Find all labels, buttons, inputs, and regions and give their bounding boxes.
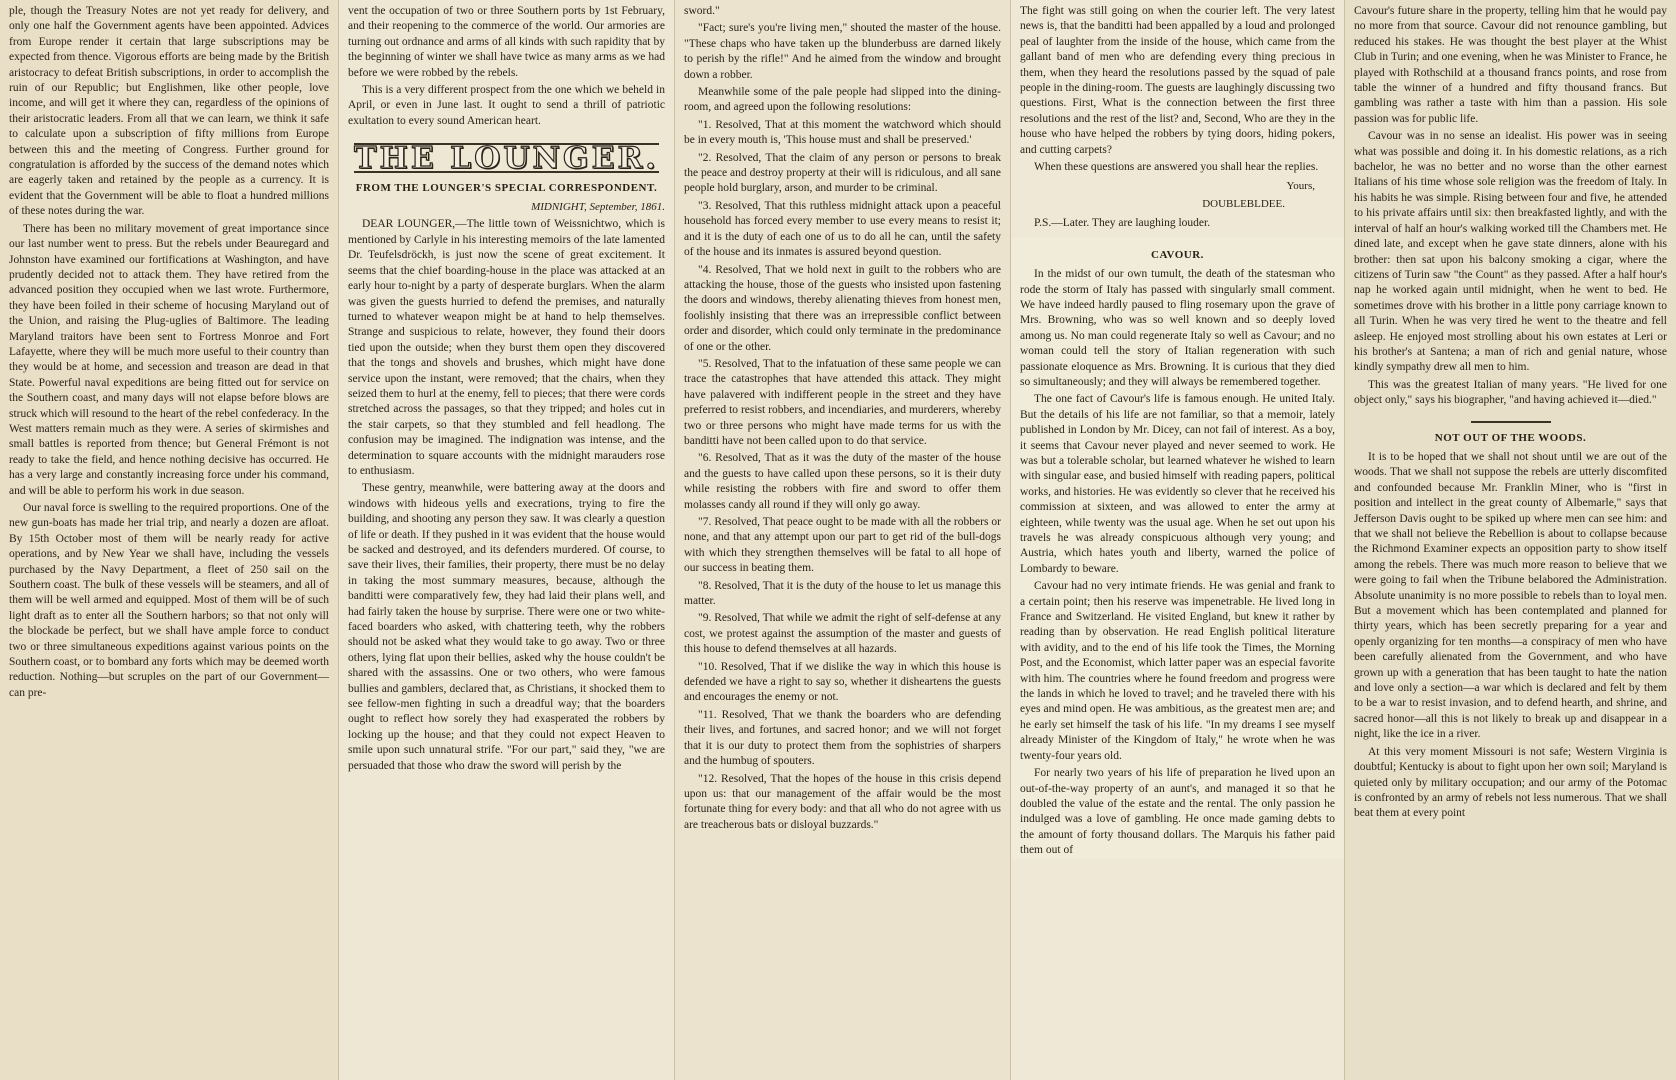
cavour-section [1011,238,1344,859]
resolution: "5. Resolved, That to the infatuation of these same people we can trace the catastrophes that have attended this attack. They might have palavered with indifferent people in the street and they have preferred to resist robbers, and incendiaries, and murderers, whereby two or three persons who might have made terms for us with the banditti have not been called upon to do that service. [684,357,1001,447]
woods-heading: NOT OUT OF THE WOODS. [1434,431,1587,444]
salutation: DEAR LOUNGER,— [362,218,467,231]
paragraph: It is to be hoped that we shall not shout until we are out of the woods. That we shall not suppose the rebels are utterly discomfited and confounded because Mr. Franklin Miner, who is "first in position and intellect in the great county of Albemarle," says that Jefferson Davis ought to be spiked up where men can see him: and that we shall not believe the Rebellion is about to collapse because the Richmond Examiner expects an opposition party to show itself among the rebels. There was much more reason to believe that we were going to fail when the Tribune belabored the Administration. Absolute unanimity is no more possible to rebels than to loyal men. But a movement which has been contemplated and planned for thirty years, which has been secretly preparing for a year and openly organizing for ten months—a conspiracy of men who have been carefully alienated from the Government, and who have grown up with a generation that has been taught to hate the nation and love only a section—a war which is declared and felt by them to be a war to resist invasion, and to defend hearth, and shrine, and sacred honor—all this is not likely to break up and disappear in a night, like the ice in a river. [1354,450,1667,741]
column-2 [338,0,674,1080]
paragraph: At this very moment Missouri is not safe; Western Virginia is doubtful; Kentucky is about to fight upon her own soil; Maryland is quieted only by military occupation; and our army of the Potomac is confronted by an army of rebels not less numerous. That we shall beat them at every point [1354,745,1667,820]
paragraph: This is a very different prospect from the one which we beheld in April, or even in June last. It ought to send a thrill of patriotic exultation to every sound American heart. [348,84,665,127]
resolution: "6. Resolved, That as it was the duty of the master of the house and the guests to have called upon these persons, so it is their duty while resisting the robbers with fire and sword to offer them molasses candy all round if they will only go away. [684,452,1001,511]
lounger-masthead [354,141,659,177]
masthead-title: THE LOUNGER. [354,141,659,177]
paragraph: The one fact of Cavour's life is famous enough. He united Italy. But the details of his life are not familiar, so that a memoir, lately published in London by Mr. Dicey, can not fail of interest. As a boy, it seems that Cavour never played and never seemed to work. He was but a tolerable scholar, but learned whatever he wished to learn with singular ease, and busied himself with reading papers, political works, and histories. He was evidently so clever that he received his commission at sixteen, and was allowed to enter the army at eighteen, while twenty was the usual age. When he set out upon his travels he was already conspicuous although very young; and Austria, which hates youth and liberty, warned the police of Lombardy to beware. [1020,393,1335,575]
paragraph: This was the greatest Italian of many years. "He lived for one object only," says his biographer, "and having achieved it—died." [1354,378,1667,407]
signature: DOUBLEBLDEE. [1202,197,1285,210]
column-5 [1344,0,1676,1080]
dateline: MIDNIGHT, September, 1861. [531,201,665,214]
paragraph: sword." [684,5,720,17]
resolution: "7. Resolved, That peace ought to be made with all the robbers or none, and that any attempt upon our part to get rid of the bull-dogs with which they strengthen themselves will be fatal to all hope of our success in beating them. [684,516,1001,575]
sign-off: Yours, [1286,180,1315,193]
paragraph: vent the occupation of two or three Southern ports by 1st February, and their reopening to the commerce of the world. Our armories are turning out ordnance and arms of all kinds with such rapidity that by the beginning of winter we shall have twice as many arms as we had before we were robbed by the rebels. [348,5,665,79]
paragraph: There has been no military movement of great importance since our last number went to press. But the rebels under Beauregard and Johnston have examined our fortifications at Washington, and have prudently decided not to attack them. They have retired from the advanced position they occupied when we last wrote. Furthermore, they have been foiled in their scheme of hocusing Maryland out of the Union, and raising the Plug-uglies of Baltimore. The leading Maryland traitors have been sent to Fortress Monroe and Fort Lafayette, where they will be much more useful to their country than they would be at home, and secession and treason are dead in that State. Powerful naval expeditions are being fitted out for service on the Southern coast, and many days will not elapse before blows are struck which will resound to the heart of the rebel confederacy. In the West matters remain much as they were. A series of skirmishes and small battles is reported from thence; but General Frémont is not ready to take the field, and hence nothing decisive has occurred. He has a very large and constantly increasing force under his command, and will be able to perform his work in due season. [9,222,329,497]
paragraph: Cavour's future share in the property, telling him that he would pay no more from that source. Cavour did not renounce gambling, but reduced his stakes. He was thought the best player at the Whist Club in Turin; and one evening, when he was Minister to France, he played with Rothschild at a thousand francs points, and rose from table the winner of a hundred and fifty thousand francs. But gambling was rather a taste with him than a passion. His sole passion was for public life. [1354,5,1668,125]
paragraph: ple, though the Treasury Notes are not yet ready for delivery, and only one half the Government agents have been appointed. Advices from Europe render it certain that large subscriptions may be expected from thence. Vigorous efforts are being made by the British aristocracy to defeat British subscriptions, in order to accomplish the ruin of our Republic; but Englishmen, like other people, love income, and will get it where they can, regardless of the opinions of their aristocratic leaders. From all that we can learn, we think it safe to calculate upon a subscription of fifty millions from Europe between this and the meeting of Congress. Further ground for congratulation is afforded by the success of the demand notes which are eagerly taken and retained by the people as a currency. It is evident that the Government will be able to float a hundred millions of these notes during the war. [9,5,329,218]
column-3 [674,0,1010,1080]
paragraph: In the midst of our own tumult, the death of the statesman who rode the storm of Italy has passed with singularly small comment. We have indeed hardly paused to fling rosemary upon the grave of Mrs. Browning, who was so well known and so deeply loved among us. No man could regenerate Italy so well as Cavour; and no woman could tell the story of Italian regeneration with such passionate eloquence as Mrs. Browning. It is curious that they died so simultaneously; and they will always be remembered together. [1020,268,1335,388]
resolution: "8. Resolved, That it is the duty of the house to let us manage this matter. [684,579,1001,608]
resolution: "4. Resolved, That we hold next in guilt to the robbers who are attacking the house, those of the guests who insisted upon fastening the doors and windows, thereby alienating thieves from honest men, foolishly insisting that there was an irrepressible conflict between order and disorder, which could only terminate in the predominance of one or the other. [684,263,1001,353]
paragraph: "Fact; sure's you're living men," shouted the master of the house. "These chaps who have taken up the blunderbuss are darned likely to perish by the rifle!" And he aimed from the window and brought down a robber. [684,22,1001,81]
paragraph: When these questions are answered you shall hear the replies. [1034,161,1319,174]
paragraph: Meanwhile some of the pale people had slipped into the dining-room, and agreed upon the following resolutions: [684,86,1001,114]
paragraph: These gentry, meanwhile, were battering away at the doors and windows with hideous yells and execrations, trying to fire the building, and shooting any person they saw. It was clearly a question of life or death. If they pushed in it was evident that the house would be sacked and destroyed, and its defenders murdered. Of course, to save their lives, their families, their property, there must be no delay in taking the most summary measures, because, although the banditti were comparatively few, they had laid their plans well, and had fairly taken the house by surprise. There were one or two white-faced boarders who asked, with chattering teeth, why the robbers should not be asked what they would take to go away. Two or three others, lying flat upon their bellies, asked why the house couldn't be shared with the assassins. One or two others, who were famous bullies and gamblers, declared that, as Christians, it shocked them to see fellow-men fighting in such a dreadful way; that the boarders ought to reflect how sorely they had exasperated the robbers by locking up the house; and that they could not expect Heaven to smile upon such unnatural strife. "For our part," said they, "we are persuaded that those who draw the sword will perish by the [348,482,665,772]
resolution: "12. Resolved, That the hopes of the house in this crisis depend upon us: that our management of the affair would be the most fortunate thing for every body: and that all who do not agree with us are treacherous bats or disloyal buzzards." [684,772,1001,831]
resolution: "10. Resolved, That if we dislike the way in which this house is defended we have a right to say so, whether it disheartens the guests and encourages the enemy or not. [684,660,1001,704]
column-1 [0,0,338,1080]
resolution: "2. Resolved, That the claim of any person or persons to break the peace and destroy property at their will is ridiculous, and all sane people hold burglary, arson, and murder to be criminal. [684,151,1001,195]
postscript: P.S.—Later. They are laughing louder. [1034,217,1211,230]
paragraph: Our naval force is swelling to the required proportions. One of the new gun-boats has made her trial trip, and nearly a dozen are afloat. By 15th October most of them will be nearly ready for active operations, and by New Year we shall have, including the vessels purchased by the Navy Department, a fleet of 250 sail on the Southern coast. The bulk of these vessels will be steamers, and all of them will be well armed and equipped. Most of them will be of such light draft as to enter all the Southern harbors; so that not only will the blockade be perfect, but we shall have ample force to conduct two or three simultaneous expeditions against various points on the Southern coast, or to bombard any forts which may be deemed worth reduction. Nothing—but scruples on the part of our Government—can pre- [9,502,329,699]
paragraph: The fight was still going on when the courier left. The very latest news is, that the banditti had been appalled by a loud and prolonged peal of laughter from the inside of the house, which came from the gallant band of men who are defending every thing precious in them, when they heard the resolutions passed by the squad of pale people in the dining-room. The guests are laughingly discussing two questions. First, What is the connection between the first three resolutions and the rest of the list? and, Second, Who are they in the house who have helped the robbers by tying doors, hiding pokers, and cutting carpets? [1020,5,1335,156]
paragraph: The little town of Weissnichtwo, which is mentioned by Carlyle in his interesting memoirs of the late lamented Dr. Teufelsdröckh, is just now the scene of great excitement. It seems that the chief boarding-house in the place was attacked at an early hour to-night by a party of desperate burglars. When the alarm was given the guests hurried to defend the premises, and naturally turned to whatever weapon might be at hand to help themselves. Strange and suspicious to relate, however, they found their doors tied upon the outside; when they burst them open they discovered that the tongs and shovels and brushes, which might have done service upon the instant, were removed; that the chairs, when they seized them to hurl at the enemy, fell to pieces; that there were cords stretched across the passages, so that they tripped; and holes cut in the stair carpets, so that they stumbled and fell headlong. The confusion may be imagined. The indignation was intense, and the determination to square accounts with the midnight marauders rose to enthusiasm. [348,218,666,477]
paragraph: For nearly two years of his life of preparation he lived upon an out-of-the-way property of an aunt's, and managed it so that he doubled the value of the estate and the rental. The only passion he indulged was a love of gambling. He once made gaming debts to the amount of forty thousand dollars. The Marquis his father paid them out of [1020,767,1335,857]
resolution: "9. Resolved, That while we admit the right of self-defense at any cost, we protest against the assumption of the master and guests of this house to defend themselves at all hazards. [684,612,1001,656]
resolution: "11. Resolved, That we thank the boarders who are defending their lives, and fortunes, and sacred honor; and we will not forget that it is our duty to protect them from the sophistries of sharpers and the humbug of spouters. [684,708,1001,768]
resolution: "3. Resolved, That this ruthless midnight attack upon a peaceful household has forced every member to use every means to resist it; and it is the duty of each one of us to do all he can, until the safety of the house and its inmates is assured beyond question. [684,199,1001,259]
resolution: "1. Resolved, That at this moment the watchword which should be in every mouth is, 'This house must and shall be preserved.' [684,118,1001,147]
cavour-heading: CAVOUR. [1151,248,1204,261]
section-rule [1471,421,1551,423]
lounger-subhead: FROM THE LOUNGER'S SPECIAL CORRESPONDENT. [355,181,658,194]
column-4 [1010,0,1344,1080]
paragraph: Cavour had no very intimate friends. He was genial and frank to a certain point; then his reserve was impenetrable. He lived long in France and Switzerland. He visited England, but knew it rather by reading than by observation. He read English political literature with avidity, and to the end of his life took the Times, the Morning Post, and the Economist, which latter paper was an especial favorite with him. The countries where he found freedom and progress were the lands in which he loved to travel; and he traveled there with his eyes and mind open. He was ambitious, as the greatest men are; and he early set himself the task of his life. "In my dreams I see myself already Minister of the Kingdom of Italy," he wrote when he was twenty-four years old. [1020,580,1335,762]
paragraph: Cavour was in no sense an idealist. His power was in seeing what was possible and doing it. In his domestic relations, as a rich bachelor, he was no better and no worse than the other earnest Italians of his time whose sole religion was the freedom of Italy. In his habits he was simple. Rising between four and five, he attended to his private affairs until six: then breakfasted lightly, and with the interval of half an hour's walking worked till the Chambers met. He dined late, and except when he gave state dinners, alone with his brother: then sat upon his balcony smoking a cigar, where the citizens of Turin saw "the Count" as they passed. After a half hour's nap he worked again until midnight, when he went to bed. He sometimes drove with his brother in a little pony carriage known to all Turin. When he was very tired he went to the theatre and fell asleep. He enjoyed most strolling about his own estates at Leri or his brother's at Santena; a man of rich and genial nature, whose kindly sympathy drew all men to him. [1354,130,1667,374]
